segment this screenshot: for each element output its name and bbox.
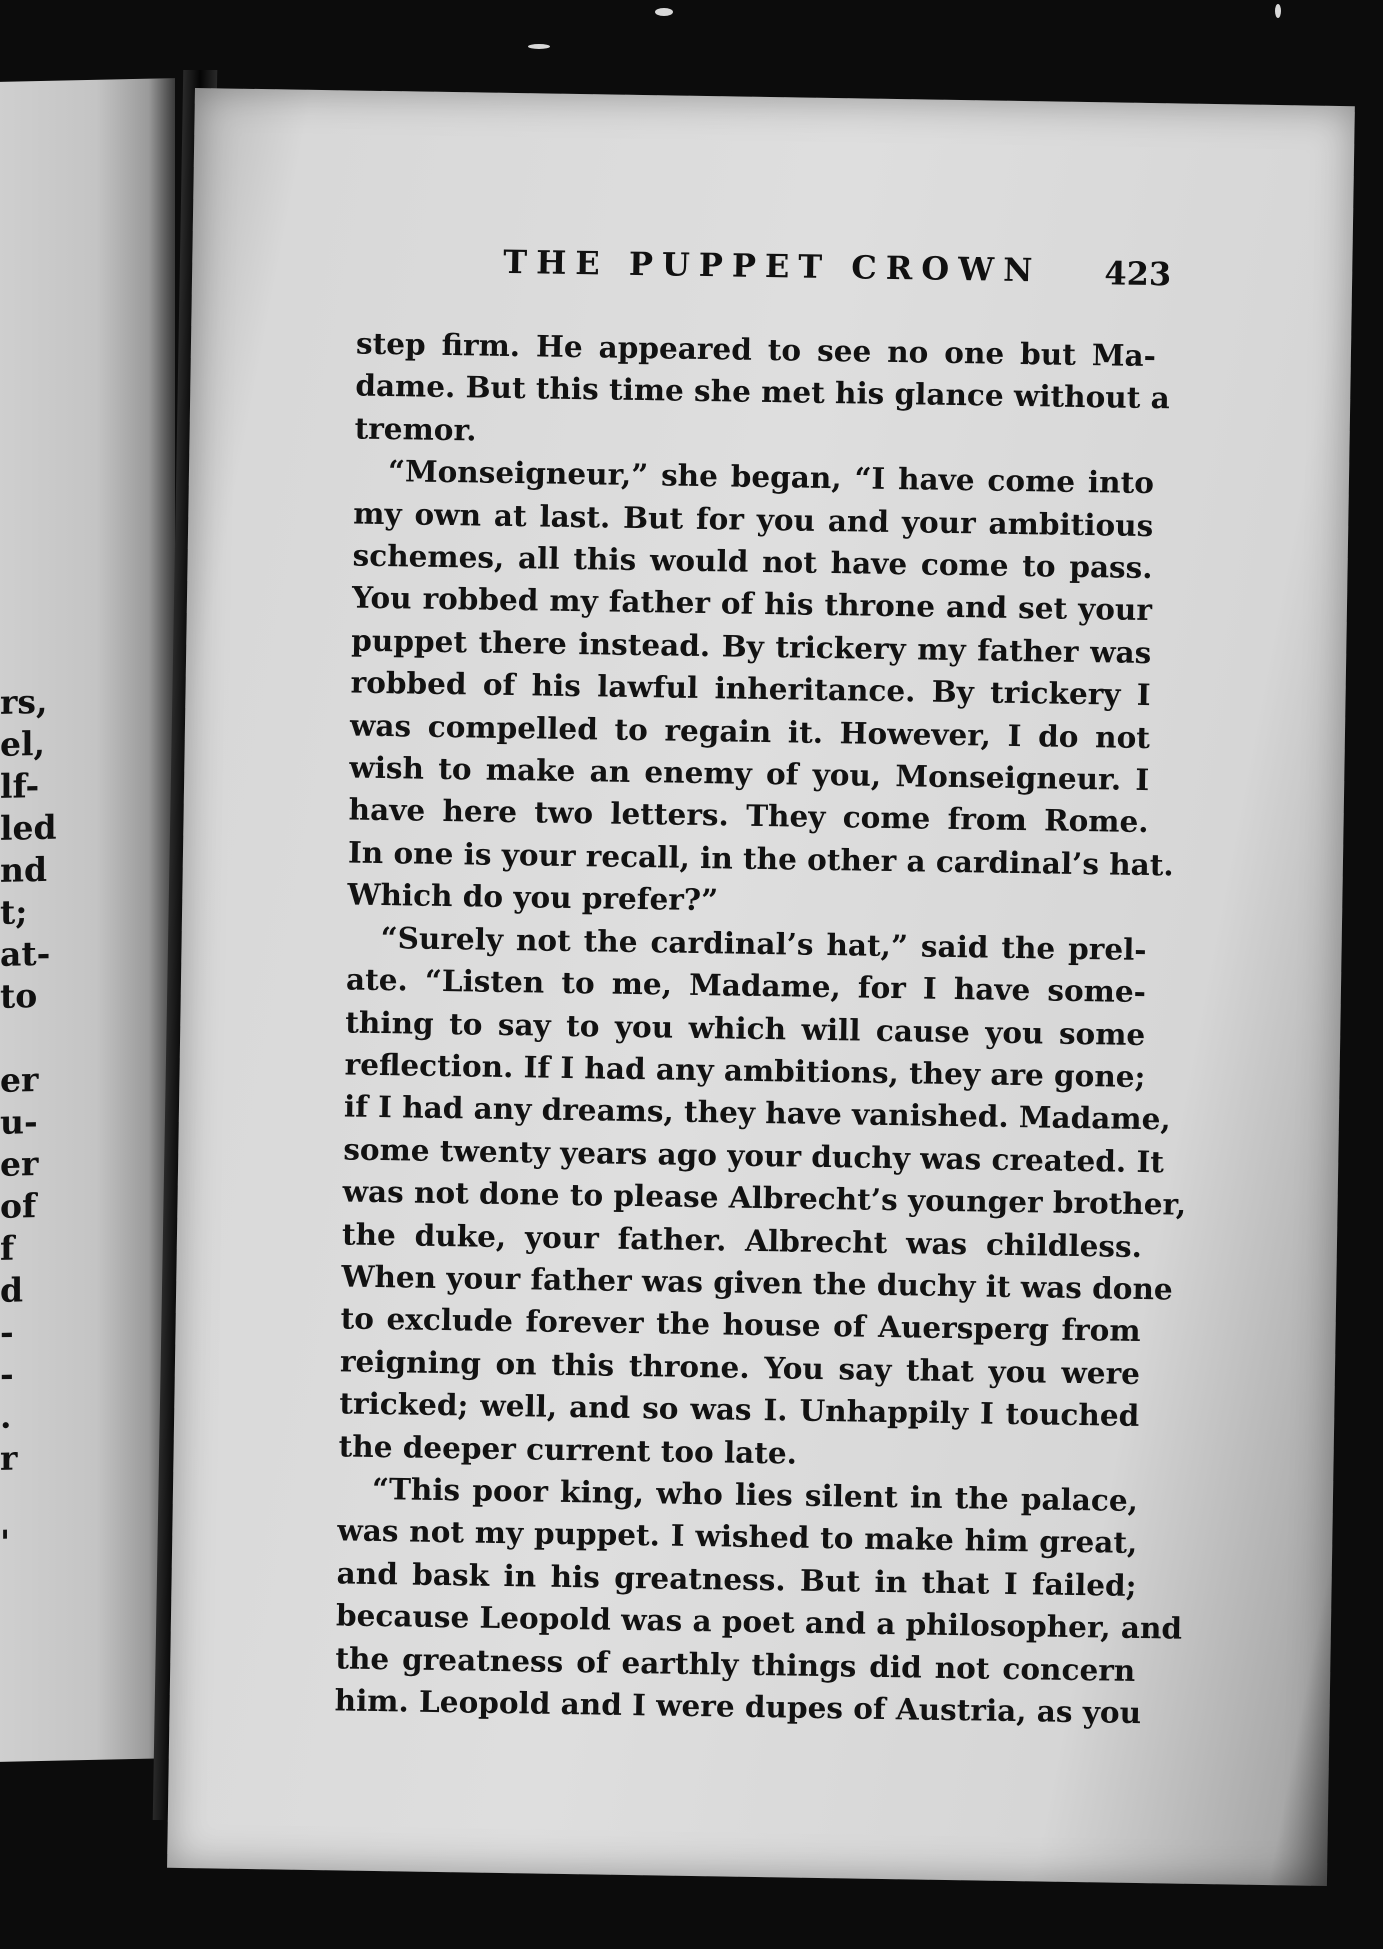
text-line: have here two letters. They come from Rome.: [348, 791, 1149, 840]
body-text: [334, 323, 1187, 1735]
text-line: Which do you prefer?”: [347, 876, 719, 918]
text-line: reigning on this throne. You say that you were: [339, 1343, 1141, 1391]
left-page-fragment: -: [0, 1354, 14, 1394]
text-line: was compelled to regain it. However, I do not: [349, 707, 1151, 755]
left-page-fragment: nd: [0, 849, 48, 890]
page-content: [334, 241, 1187, 1735]
left-page-fragment: .: [0, 1396, 12, 1436]
left-page-fragment: -: [0, 1312, 14, 1352]
left-page-fragment: to: [0, 976, 38, 1016]
text-line: puppet there instead. By trickery my father was: [351, 622, 1152, 670]
left-page-fragment: er: [0, 1144, 39, 1184]
text-line: was not done to please Albrecht’s younger brother,: [342, 1173, 1187, 1222]
text-line: In one is your recall, in the other a cardinal’s hat.: [347, 834, 1174, 883]
scan-speck: [655, 8, 673, 16]
left-page: [0, 78, 175, 1762]
text-line: him. Leopold and I were dupes of Austria, as you: [334, 1682, 1142, 1731]
text-line: was not my puppet. I wished to make him great,: [337, 1512, 1138, 1561]
text-line: dame. But this time she met his glance without a: [355, 367, 1171, 416]
text-line: the deeper current too late.: [338, 1427, 798, 1471]
text-line: “This poor king, who lies silent in the palace,: [371, 1470, 1139, 1518]
text-line: step firm. He appeared to see no one but Ma-: [355, 325, 1157, 374]
text-line: schemes, all this would not have come to pass.: [352, 537, 1153, 586]
left-page-fragment: at-: [0, 933, 51, 974]
left-page-fragment: of: [0, 1186, 37, 1226]
text-line: if I had any dreams, they have vanished. Madame,: [343, 1088, 1171, 1137]
left-page-edge-text: [0, 681, 60, 1564]
left-page-fragment: er: [0, 1060, 39, 1100]
left-page-fragment: lf-: [0, 766, 40, 806]
text-line: to exclude forever the house of Auersperg from: [340, 1300, 1141, 1349]
left-page-fragment: [0, 1017, 60, 1060]
text-line: wish to make an enemy of you, Monseigneur. I: [349, 749, 1150, 798]
scan-speck: [1275, 4, 1281, 18]
left-page-fragment: u-: [0, 1102, 38, 1142]
running-head: [357, 241, 1172, 314]
text-line: some twenty years ago your duchy was created. It: [343, 1131, 1165, 1180]
left-page-fragment: f: [0, 1228, 15, 1268]
left-page-fragment: el,: [0, 723, 46, 764]
text-line: tremor.: [354, 410, 477, 448]
text-line: thing to say to you which will cause you some: [345, 1003, 1146, 1052]
left-page-fragment: [0, 1479, 60, 1522]
text-line: robbed of his lawful inheritance. By trickery I: [350, 664, 1151, 713]
text-line: because Leopold was a poet and a philosopher, and: [335, 1597, 1183, 1646]
text-line: my own at last. But for you and your ambitious: [353, 495, 1154, 543]
text-line: You robbed my father of his throne and set your: [351, 579, 1153, 628]
text-line: and bask in his greatness. But in that I failed;: [336, 1555, 1137, 1603]
left-page-fragment: t;: [0, 892, 28, 932]
text-line: the greatness of earthly things did not concern: [335, 1639, 1136, 1688]
left-page-fragment: d: [0, 1270, 24, 1310]
left-page-fragment: r: [0, 1438, 18, 1478]
left-page-fragment: led: [0, 807, 57, 848]
text-line: the duke, your father. Albrecht was childless.: [341, 1215, 1143, 1264]
left-page-fragment: ': [0, 1522, 11, 1562]
running-title: THE PUPPET CROWN: [503, 242, 1042, 290]
scan-speck: [528, 44, 550, 49]
text-line: “Surely not the cardinal’s hat,” said the prel-: [380, 919, 1147, 967]
text-line: tricked; well, and so was I. Unhappily I touched: [339, 1385, 1140, 1434]
text-line: ate. “Listen to me, Madame, for I have some-: [345, 961, 1147, 1010]
book-page: [167, 88, 1355, 1886]
page-number: 423: [1104, 254, 1172, 294]
text-line: When your father was given the duchy it was done: [341, 1258, 1174, 1307]
text-line: “Monseigneur,” she began, “I have come into: [387, 453, 1155, 501]
left-page-fragment: rs,: [0, 681, 48, 722]
text-line: reflection. If I had any ambitions, they are gone;: [344, 1046, 1146, 1094]
